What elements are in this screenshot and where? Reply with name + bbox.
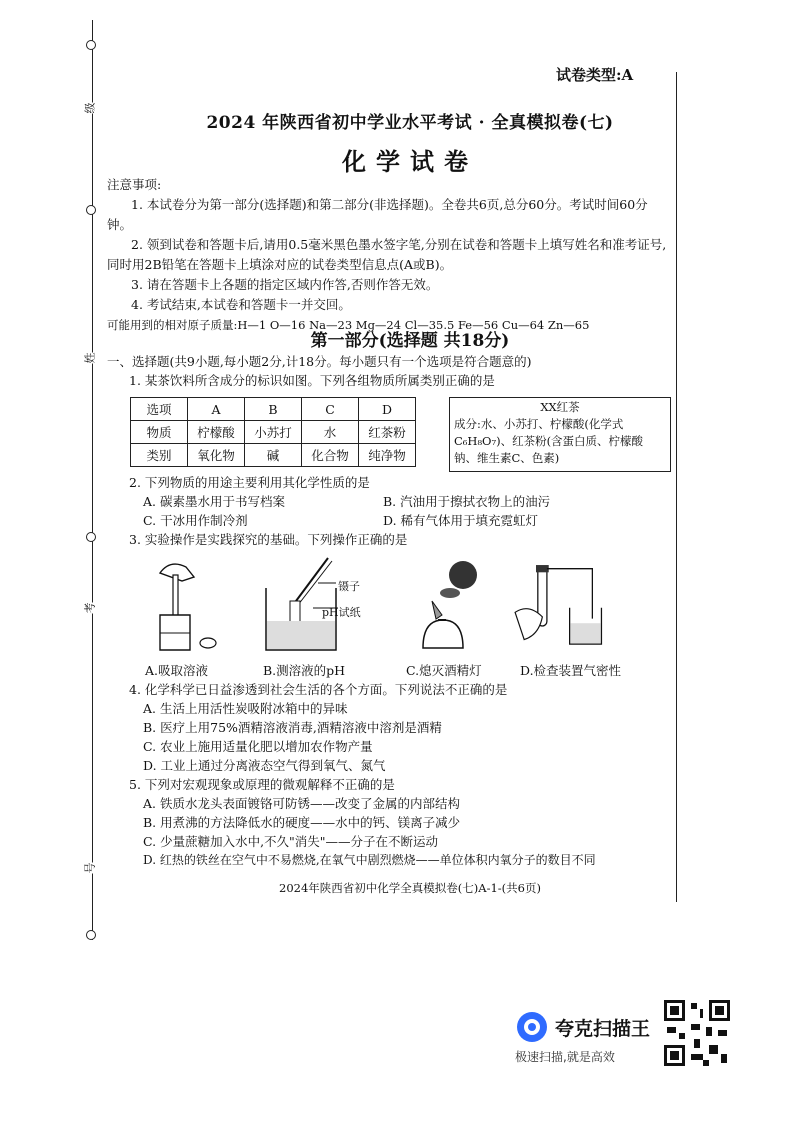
- option: D. 红热的铁丝在空气中不易燃烧,在氧气中剧烈燃烧——单位体积内氧分子的数目不同: [143, 853, 596, 867]
- question-5-stem: 5. 下列对宏观现象或原理的微观解释不正确的是: [129, 777, 395, 792]
- paper-type: 试卷类型:A: [556, 66, 634, 84]
- option: C. 农业上施用适量化肥以增加农作物产量: [143, 739, 373, 754]
- options-row: [107, 492, 672, 511]
- margin-label: 姓: [83, 352, 97, 364]
- exam-title: 2024 年陕西省初中学业水平考试 · 全真模拟卷(七): [206, 113, 614, 133]
- table-row: [131, 398, 416, 421]
- option: B. 医疗上用75%酒精溶液消毒,酒精溶液中溶剂是酒精: [143, 720, 442, 735]
- notice-item: 2. 领到试卷和答题卡后,请用0.5毫米黑色墨水签字笔,分别在试卷和答题卡上填写姓名和准考证号,同时用2B铅笔在答题卡上填涂对应的试卷类型信息点(A或B)。: [107, 237, 667, 272]
- table-row: [131, 421, 416, 444]
- question-4-5: [107, 680, 672, 870]
- option: C. 少量蔗糖加入水中,不久"消失"——分子在不断运动: [143, 834, 439, 849]
- binding-line: [92, 20, 93, 940]
- table-cell: 氧化物: [188, 444, 245, 467]
- section-instruction: 一、选择题(共9小题,每小题2分,计18分。每小题只有一个选项是符合题意的): [107, 354, 532, 369]
- margin-circle: [86, 205, 96, 215]
- scanner-slogan: 极速扫描,就是高效: [515, 1050, 615, 1064]
- table-cell: 小苏打: [245, 421, 302, 444]
- figure-caption: A.吸取溶液: [145, 663, 209, 678]
- notice-item: 1. 本试卷分为第一部分(选择题)和第二部分(非选择题)。全卷共6页,总分60分。考试时间60分钟。: [107, 197, 648, 232]
- question-2: [107, 473, 672, 549]
- table-cell: 选项: [131, 398, 188, 421]
- page-footer: 2024年陕西省初中化学全真模拟卷(七)A-1-(共6页): [279, 881, 541, 895]
- table-row: [131, 444, 416, 467]
- figure-caption: C.熄灭酒精灯: [406, 663, 482, 678]
- question-3-stem: 3. 实验操作是实践探究的基础。下列操作正确的是: [129, 532, 408, 547]
- table-cell: C: [302, 398, 359, 421]
- question-1-stem: 1. 某茶饮料所含成分的标识如图。下列各组物质所属类别正确的是: [129, 373, 495, 388]
- margin-circle: [86, 930, 96, 940]
- option: A. 生活上用活性炭吸附冰箱中的异味: [143, 701, 348, 716]
- option: B. 用煮沸的方法降低水的硬度——水中的钙、镁离子减少: [143, 815, 461, 830]
- notice-heading: 注意事项:: [107, 177, 162, 192]
- subject-title: 化学试卷: [342, 147, 478, 176]
- question-4-stem: 4. 化学科学已日益渗透到社会生活的各个方面。下列说法不正确的是: [129, 682, 508, 697]
- qr-code-icon: [664, 1000, 730, 1066]
- scanner-brand-name: 夸克扫描王: [555, 1018, 651, 1040]
- margin-label: 考: [83, 602, 97, 614]
- q1-table: [130, 397, 416, 467]
- option: A. 铁质水龙头表面镀铬可防锈——改变了金属的内部结构: [143, 796, 460, 811]
- dropper-illustration: [140, 553, 240, 658]
- table-cell: 水: [302, 421, 359, 444]
- question-2-stem: 2. 下列物质的用途主要利用其化学性质的是: [129, 475, 370, 490]
- table-cell: D: [359, 398, 416, 421]
- drink-label-box: [449, 397, 671, 472]
- options-row: [107, 511, 672, 530]
- table-cell: B: [245, 398, 302, 421]
- drink-label-text: 成分:水、小苏打、柠檬酸(化学式C₆H₈O₇)、红茶粉(含蛋白质、柠檬酸钠、维生素C、色素): [454, 417, 644, 465]
- option: B. 汽油用于擦拭衣物上的油污: [383, 494, 551, 509]
- table-cell: 柠檬酸: [188, 421, 245, 444]
- part1-title: 第一部分(选择题 共18分): [310, 331, 510, 351]
- table-cell: 物质: [131, 421, 188, 444]
- margin-label: 号: [83, 862, 97, 874]
- table-cell: 红茶粉: [359, 421, 416, 444]
- scanner-logo-icon: [515, 1010, 549, 1044]
- margin-circle: [86, 532, 96, 542]
- alcohol-lamp-illustration: [408, 553, 508, 658]
- figure-caption: D.检查装置气密性: [520, 663, 622, 678]
- margin-circle: [86, 40, 96, 50]
- option: C. 干冰用作制冷剂: [143, 513, 248, 528]
- drink-label-title: XX红茶: [540, 400, 580, 414]
- margin-label: 级: [83, 102, 97, 114]
- airtightness-illustration: [506, 553, 606, 658]
- right-border-line: [676, 72, 677, 902]
- table-cell: A: [188, 398, 245, 421]
- part1-section: [107, 352, 672, 390]
- table-cell: 纯净物: [359, 444, 416, 467]
- notice-item: 4. 考试结束,本试卷和答题卡一并交回。: [131, 297, 351, 312]
- table-cell: 类别: [131, 444, 188, 467]
- notice-item: 3. 请在答题卡上各题的指定区域内作答,否则作答无效。: [131, 277, 439, 292]
- table-cell: 碱: [245, 444, 302, 467]
- option: A. 碳素墨水用于书写档案: [143, 494, 285, 509]
- atomic-masses: 可能用到的相对原子质量:H—1 O—16 Na—23 Mg—24 Cl—35.5 Fe—56 Cu—64 Zn—65: [107, 318, 590, 332]
- notice-block: [107, 175, 672, 335]
- option: D. 工业上通过分离液态空气得到氧气、氮气: [143, 758, 386, 773]
- option: D. 稀有气体用于填充霓虹灯: [383, 513, 539, 528]
- figure-caption: B.测溶液的pH: [263, 663, 346, 678]
- tweezers-label: 镊子: [338, 580, 360, 593]
- ph-paper-label: pH试纸: [322, 606, 361, 619]
- table-cell: 化合物: [302, 444, 359, 467]
